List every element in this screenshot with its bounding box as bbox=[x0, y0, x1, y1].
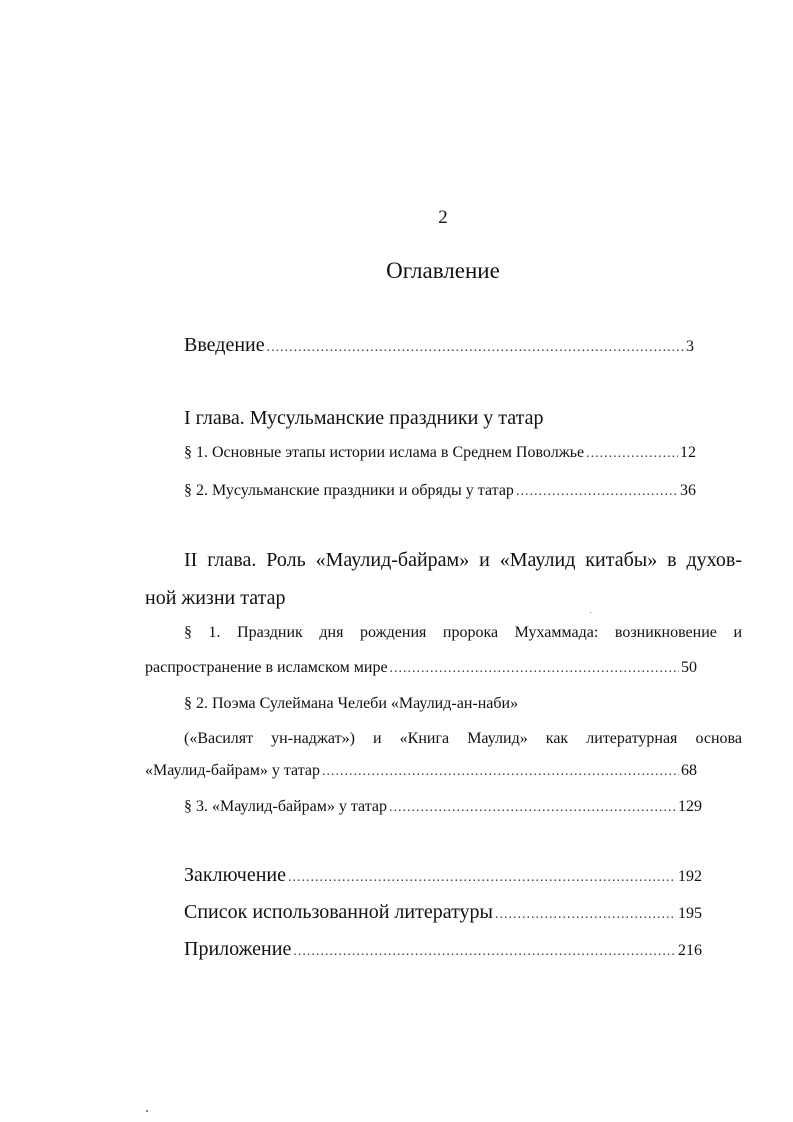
scan-speck bbox=[590, 612, 591, 613]
dot-leader bbox=[495, 907, 676, 923]
dot-leader bbox=[390, 661, 679, 677]
dot-leader bbox=[516, 484, 678, 500]
toc-entry-literature bbox=[184, 901, 702, 924]
dot-leader bbox=[288, 870, 676, 886]
toc-entry-page: 36 bbox=[680, 482, 696, 499]
scan-speck bbox=[146, 1110, 148, 1112]
toc-entry-page: 50 bbox=[681, 659, 697, 676]
toc-entry-label: § 2. Мусульманские праздники и обряды у татар bbox=[184, 482, 514, 499]
toc-entry-page: 216 bbox=[678, 942, 702, 959]
toc-entry-ch2-s2-line-1: § 2. Поэма Сулеймана Челеби «Маулид-ан-наби» bbox=[184, 695, 519, 712]
toc-entry-ch2-s3 bbox=[184, 798, 702, 816]
toc-entry-ch1-s2 bbox=[184, 482, 696, 500]
toc-entry-page: 12 bbox=[680, 444, 696, 461]
toc-entry-ch2-s2-line-2: («Василят ун-наджат») и «Книга Маулид» как литературная основа bbox=[184, 730, 742, 747]
toc-entry-label: § 1. Основные этапы истории ислама в Среднем Поволжье bbox=[184, 444, 585, 461]
toc-entry-label: распространение в исламском мире bbox=[145, 659, 388, 676]
dot-leader bbox=[293, 944, 676, 960]
toc-entry-page: 68 bbox=[681, 762, 697, 779]
toc-entry-label: Заключение bbox=[184, 864, 286, 886]
dot-leader bbox=[389, 800, 676, 816]
toc-entry-label: Список использованной литературы bbox=[184, 901, 493, 923]
chapter-2-heading-line-2: ной жизни татар bbox=[145, 587, 286, 609]
toc-entry-label: «Маулид-байрам» у татар bbox=[145, 762, 321, 779]
toc-entry-page: 192 bbox=[678, 868, 702, 885]
toc-entry-conclusion bbox=[184, 864, 702, 887]
toc-entry-appendix bbox=[184, 938, 702, 961]
toc-entry-page: 3 bbox=[686, 338, 694, 355]
toc-entry-ch2-s1 bbox=[145, 659, 697, 677]
toc-entry-label: § 3. «Маулид-байрам» у татар bbox=[184, 798, 388, 815]
toc-entry-label: Введение bbox=[184, 334, 265, 356]
dot-leader bbox=[586, 446, 678, 462]
toc-entry-page: 129 bbox=[678, 798, 702, 815]
toc-entry-ch2-s2 bbox=[145, 762, 697, 780]
chapter-2-heading-line-1: II глава. Роль «Маулид-байрам» и «Маулид китабы» в духов- bbox=[184, 549, 742, 571]
toc-entry-intro bbox=[184, 334, 694, 357]
document-title: Оглавление bbox=[386, 258, 500, 283]
toc-entry-page: 195 bbox=[678, 905, 702, 922]
toc-entry-ch2-s1-line-1: § 1. Праздник дня рождения пророка Мухаммада: возникновение и bbox=[184, 624, 742, 641]
page-number: 2 bbox=[438, 207, 448, 228]
chapter-1-heading: I глава. Мусульманские праздники у татар bbox=[184, 407, 544, 429]
toc-entry-ch1-s1 bbox=[184, 444, 696, 462]
dot-leader bbox=[322, 764, 679, 780]
toc-entry-label: Приложение bbox=[184, 938, 292, 960]
dot-leader bbox=[267, 340, 684, 356]
